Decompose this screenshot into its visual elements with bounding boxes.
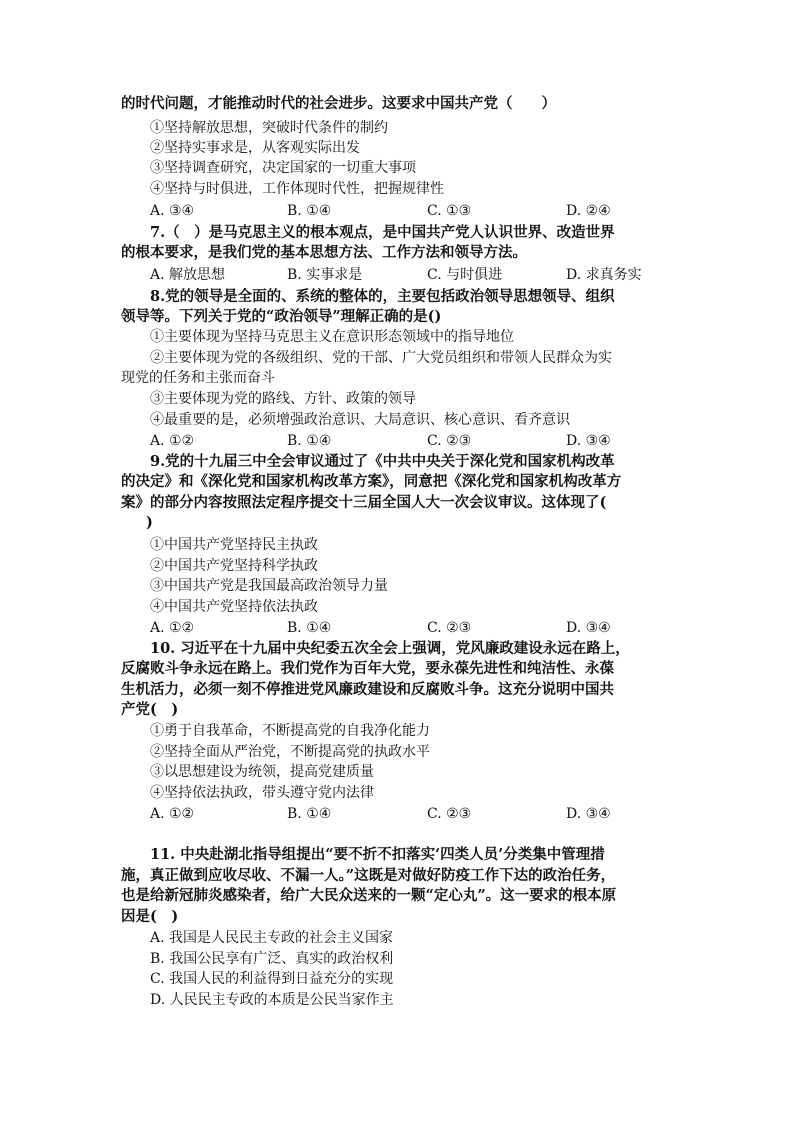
q9-stem-line-3: 案》的部分内容按照法定程序提交十三届全国人大一次会议审议。这体现了( bbox=[121, 494, 607, 511]
q9-choice-b[interactable]: B. ①④ bbox=[287, 620, 332, 636]
q8-option-1: ①主要体现为坚持马克思主义在意识形态领域中的指导地位 bbox=[150, 329, 514, 345]
q9-choice-a[interactable]: A. ①② bbox=[150, 620, 195, 636]
q10-option-3: ③以思想建设为统领，提高党建质量 bbox=[150, 764, 374, 780]
q6-option-4: ④坚持与时俱进，工作体现时代性，把握规律性 bbox=[150, 181, 444, 197]
q7-choice-a[interactable]: A. 解放思想 bbox=[150, 267, 226, 283]
q8-stem-line-2: 领导等。下列关于党的“政治领导”理解正确的是() bbox=[121, 308, 442, 325]
q9-option-4: ④中国共产党坚持依法执政 bbox=[150, 599, 318, 615]
q7-choices bbox=[150, 265, 650, 285]
q11-choice-a[interactable]: A. 我国是人民民主专政的社会主义国家 bbox=[150, 930, 394, 946]
q8-option-3: ③主要体现为党的路线、方针、政策的领导 bbox=[150, 391, 416, 407]
q9-stem-line-2: 的决定》和《深化党和国家机构改革方案》，同意把《深化党和国家机构改革方 bbox=[121, 473, 622, 490]
q6-choice-b[interactable]: B. ①④ bbox=[287, 203, 332, 219]
q10-stem-line-1: 10. 习近平在十九届中央纪委五次全会上强调，党风廉政建设永远在路上， bbox=[150, 640, 630, 657]
q10-choice-c[interactable]: C. ②③ bbox=[427, 806, 472, 822]
q6-option-3: ③坚持调查研究，决定国家的一切重大事项 bbox=[150, 160, 416, 176]
q10-choices bbox=[150, 804, 650, 824]
q11-choice-d[interactable]: D. 人民民主专政的本质是公民当家作主 bbox=[150, 992, 394, 1008]
q9-stem-line-1: 9.党的十九届三中全会审议通过了《中共中央关于深化党和国家机构改革 bbox=[150, 453, 615, 470]
q9-option-1: ①中国共产党坚持民主执政 bbox=[150, 537, 318, 553]
q10-choice-d[interactable]: D. ③④ bbox=[566, 806, 611, 822]
q6-option-1: ①坚持解放思想，突破时代条件的制约 bbox=[150, 120, 388, 136]
q10-stem-line-2: 反腐败斗争永远在路上。我们党作为百年大党，要永葆先进性和纯洁性、永葆 bbox=[121, 660, 614, 677]
q8-choice-c[interactable]: C. ②③ bbox=[427, 433, 472, 449]
q6-choices bbox=[150, 201, 650, 221]
q11-stem-line-1: 11. 中央赴湖北指导组提出“要不折不扣落实‘四类人员’分类集中管理措 bbox=[150, 846, 605, 863]
q8-choice-d[interactable]: D. ③④ bbox=[566, 433, 611, 449]
q8-choice-b[interactable]: B. ①④ bbox=[287, 433, 332, 449]
q6-choice-a[interactable]: A. ③④ bbox=[150, 203, 195, 219]
q7-choice-b[interactable]: B. 实事求是 bbox=[287, 267, 363, 283]
q9-option-2: ②中国共产党坚持科学执政 bbox=[150, 558, 318, 574]
q8-choice-a[interactable]: A. ①② bbox=[150, 433, 195, 449]
q9-stem-line-4: ) bbox=[146, 514, 153, 531]
q10-option-4: ④坚持依法执政，带头遵守党内法律 bbox=[150, 785, 374, 801]
q10-stem-line-3: 生机活力，必须一刻不停推进党风廉政建设和反腐败斗争。这充分说明中国共 bbox=[121, 681, 614, 698]
q8-option-4: ④最重要的是，必须增强政治意识、大局意识、核心意识、看齐意识 bbox=[150, 412, 570, 428]
q9-choices bbox=[150, 618, 650, 638]
q10-stem-line-4: 产党( ) bbox=[121, 701, 179, 718]
q11-choice-b[interactable]: B. 我国公民享有广泛、真实的政治权利 bbox=[150, 951, 394, 967]
q10-option-1: ①勇于自我革命，不断提高党的自我净化能力 bbox=[150, 723, 430, 739]
q7-stem-line-2: 的根本要求，是我们党的基本思想方法、工作方法和领导方法。 bbox=[121, 244, 527, 261]
q8-choices bbox=[150, 431, 650, 451]
q11-stem-line-2: 施，真正做到应收尽收、不漏一人。”这既是对做好防疫工作下达的政治任务， bbox=[121, 867, 616, 884]
q10-choice-b[interactable]: B. ①④ bbox=[287, 806, 332, 822]
q7-stem-line-1: 7.（ ）是马克思主义的根本观点，是中国共产党人认识世界、改造世界 bbox=[150, 224, 615, 241]
q6-choice-c[interactable]: C. ①③ bbox=[427, 203, 472, 219]
q8-option-2-line-1: ②主要体现为党的各级组织、党的干部、广大党员组织和带领人民群众为实 bbox=[150, 350, 612, 366]
q9-option-3: ③中国共产党是我国最高政治领导力量 bbox=[150, 578, 388, 594]
q6-option-2: ②坚持实事求是，从客观实际出发 bbox=[150, 140, 360, 156]
q7-choice-c[interactable]: C. 与时俱进 bbox=[427, 267, 503, 283]
q11-stem-line-4: 因是( ) bbox=[121, 908, 179, 925]
q10-choice-a[interactable]: A. ①② bbox=[150, 806, 195, 822]
q11-choice-c[interactable]: C. 我国人民的利益得到日益充分的实现 bbox=[150, 971, 394, 987]
q7-choice-d[interactable]: D. 求真务实 bbox=[566, 267, 642, 283]
q6-stem-tail: 的时代问题，才能推动时代的社会进步。这要求中国共产党（ ） bbox=[121, 95, 556, 112]
q8-option-2-line-2: 现党的任务和主张而奋斗 bbox=[121, 370, 275, 386]
q9-choice-d[interactable]: D. ③④ bbox=[566, 620, 611, 636]
q6-choice-d[interactable]: D. ②④ bbox=[566, 203, 611, 219]
q11-stem-line-3: 也是给新冠肺炎感染者，给广大民众送来的一颗“定心丸”。这一要求的根本原 bbox=[121, 887, 617, 904]
q9-choice-c[interactable]: C. ②③ bbox=[427, 620, 472, 636]
q8-stem-line-1: 8.党的领导是全面的、系统的整体的，主要包括政治领导思想领导、组织 bbox=[150, 288, 615, 305]
q10-option-2: ②坚持全面从严治党，不断提高党的执政水平 bbox=[150, 744, 430, 760]
